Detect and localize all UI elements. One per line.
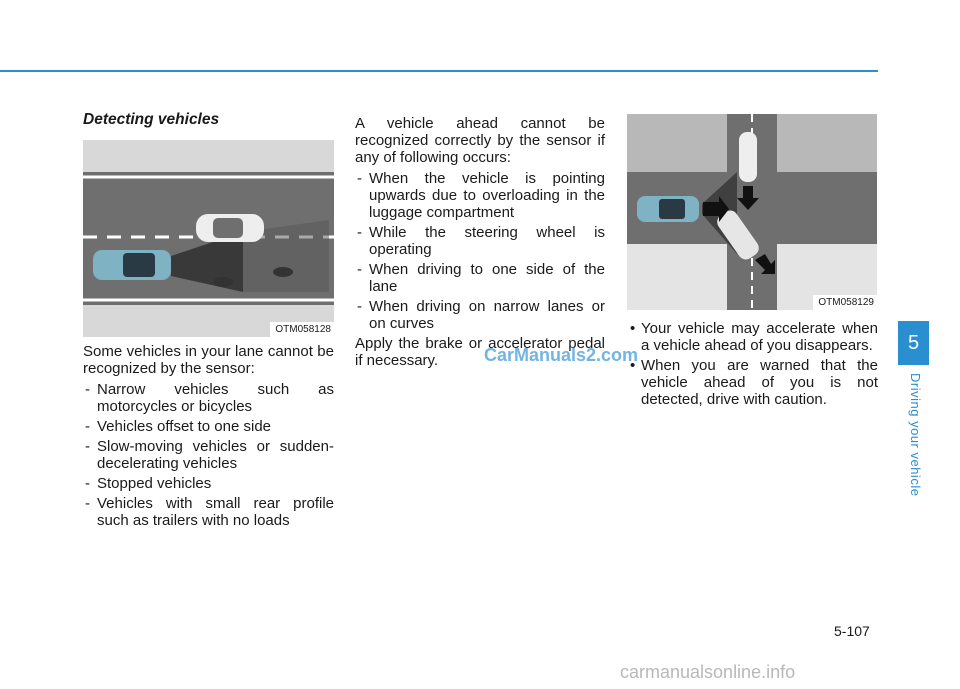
- col1-intro: Some vehicles in your lane cannot be recognized by the sensor:: [83, 343, 334, 377]
- road-illustration: [83, 140, 334, 337]
- list-item: • When you are warned that the vehicle ahead of you is not detected, drive with caution.: [627, 357, 878, 408]
- figure-label: OTM058128: [270, 322, 334, 337]
- column-1: [83, 111, 334, 532]
- chapter-number: 5: [907, 332, 920, 354]
- column-2: [355, 115, 605, 369]
- list-item: - Narrow vehicles such as motorcycles or bicycles: [83, 381, 334, 415]
- figure-detecting-vehicles: [83, 140, 334, 337]
- col1-list: [83, 381, 334, 529]
- watermark: CarManuals2.com: [484, 345, 639, 365]
- figure-label: OTM058129: [813, 295, 877, 310]
- list-item: - When driving to one side of the lane: [355, 261, 605, 295]
- col2-intro: A vehicle ahead cannot be recognized correctly by the sensor if any of following occurs:: [355, 115, 605, 166]
- list-item: - Vehicles with small rear profile such as trailers with no loads: [83, 495, 334, 529]
- figure-intersection: [627, 114, 877, 310]
- page-number: 5-107: [834, 623, 870, 639]
- list-item: - Slow-moving vehicles or sudden-decelerating vehicles: [83, 438, 334, 472]
- list-item: - When the vehicle is pointing upwards due to overloading in the luggage compartment: [355, 170, 605, 221]
- col2-outro: Apply the brake or accelerator pedal if necessary.: [355, 335, 605, 369]
- col3-list: [627, 320, 878, 408]
- chapter-title: Driving your vehicle: [908, 373, 923, 497]
- footer-watermark: carmanualsonline.info: [620, 662, 796, 682]
- col2-list: [355, 170, 605, 332]
- list-item: - When driving on narrow lanes or on curves: [355, 298, 605, 332]
- header-rule: [0, 70, 878, 72]
- intersection-illustration: [627, 114, 877, 310]
- list-item: • Your vehicle may accelerate when a vehicle ahead of you disappears.: [627, 320, 878, 354]
- list-item: - While the steering wheel is operating: [355, 224, 605, 258]
- section-heading: Detecting vehicles: [83, 111, 220, 128]
- chapter-tab: [898, 321, 929, 365]
- column-3: [627, 316, 878, 411]
- list-item: - Vehicles offset to one side: [83, 418, 334, 435]
- list-item: - Stopped vehicles: [83, 475, 334, 492]
